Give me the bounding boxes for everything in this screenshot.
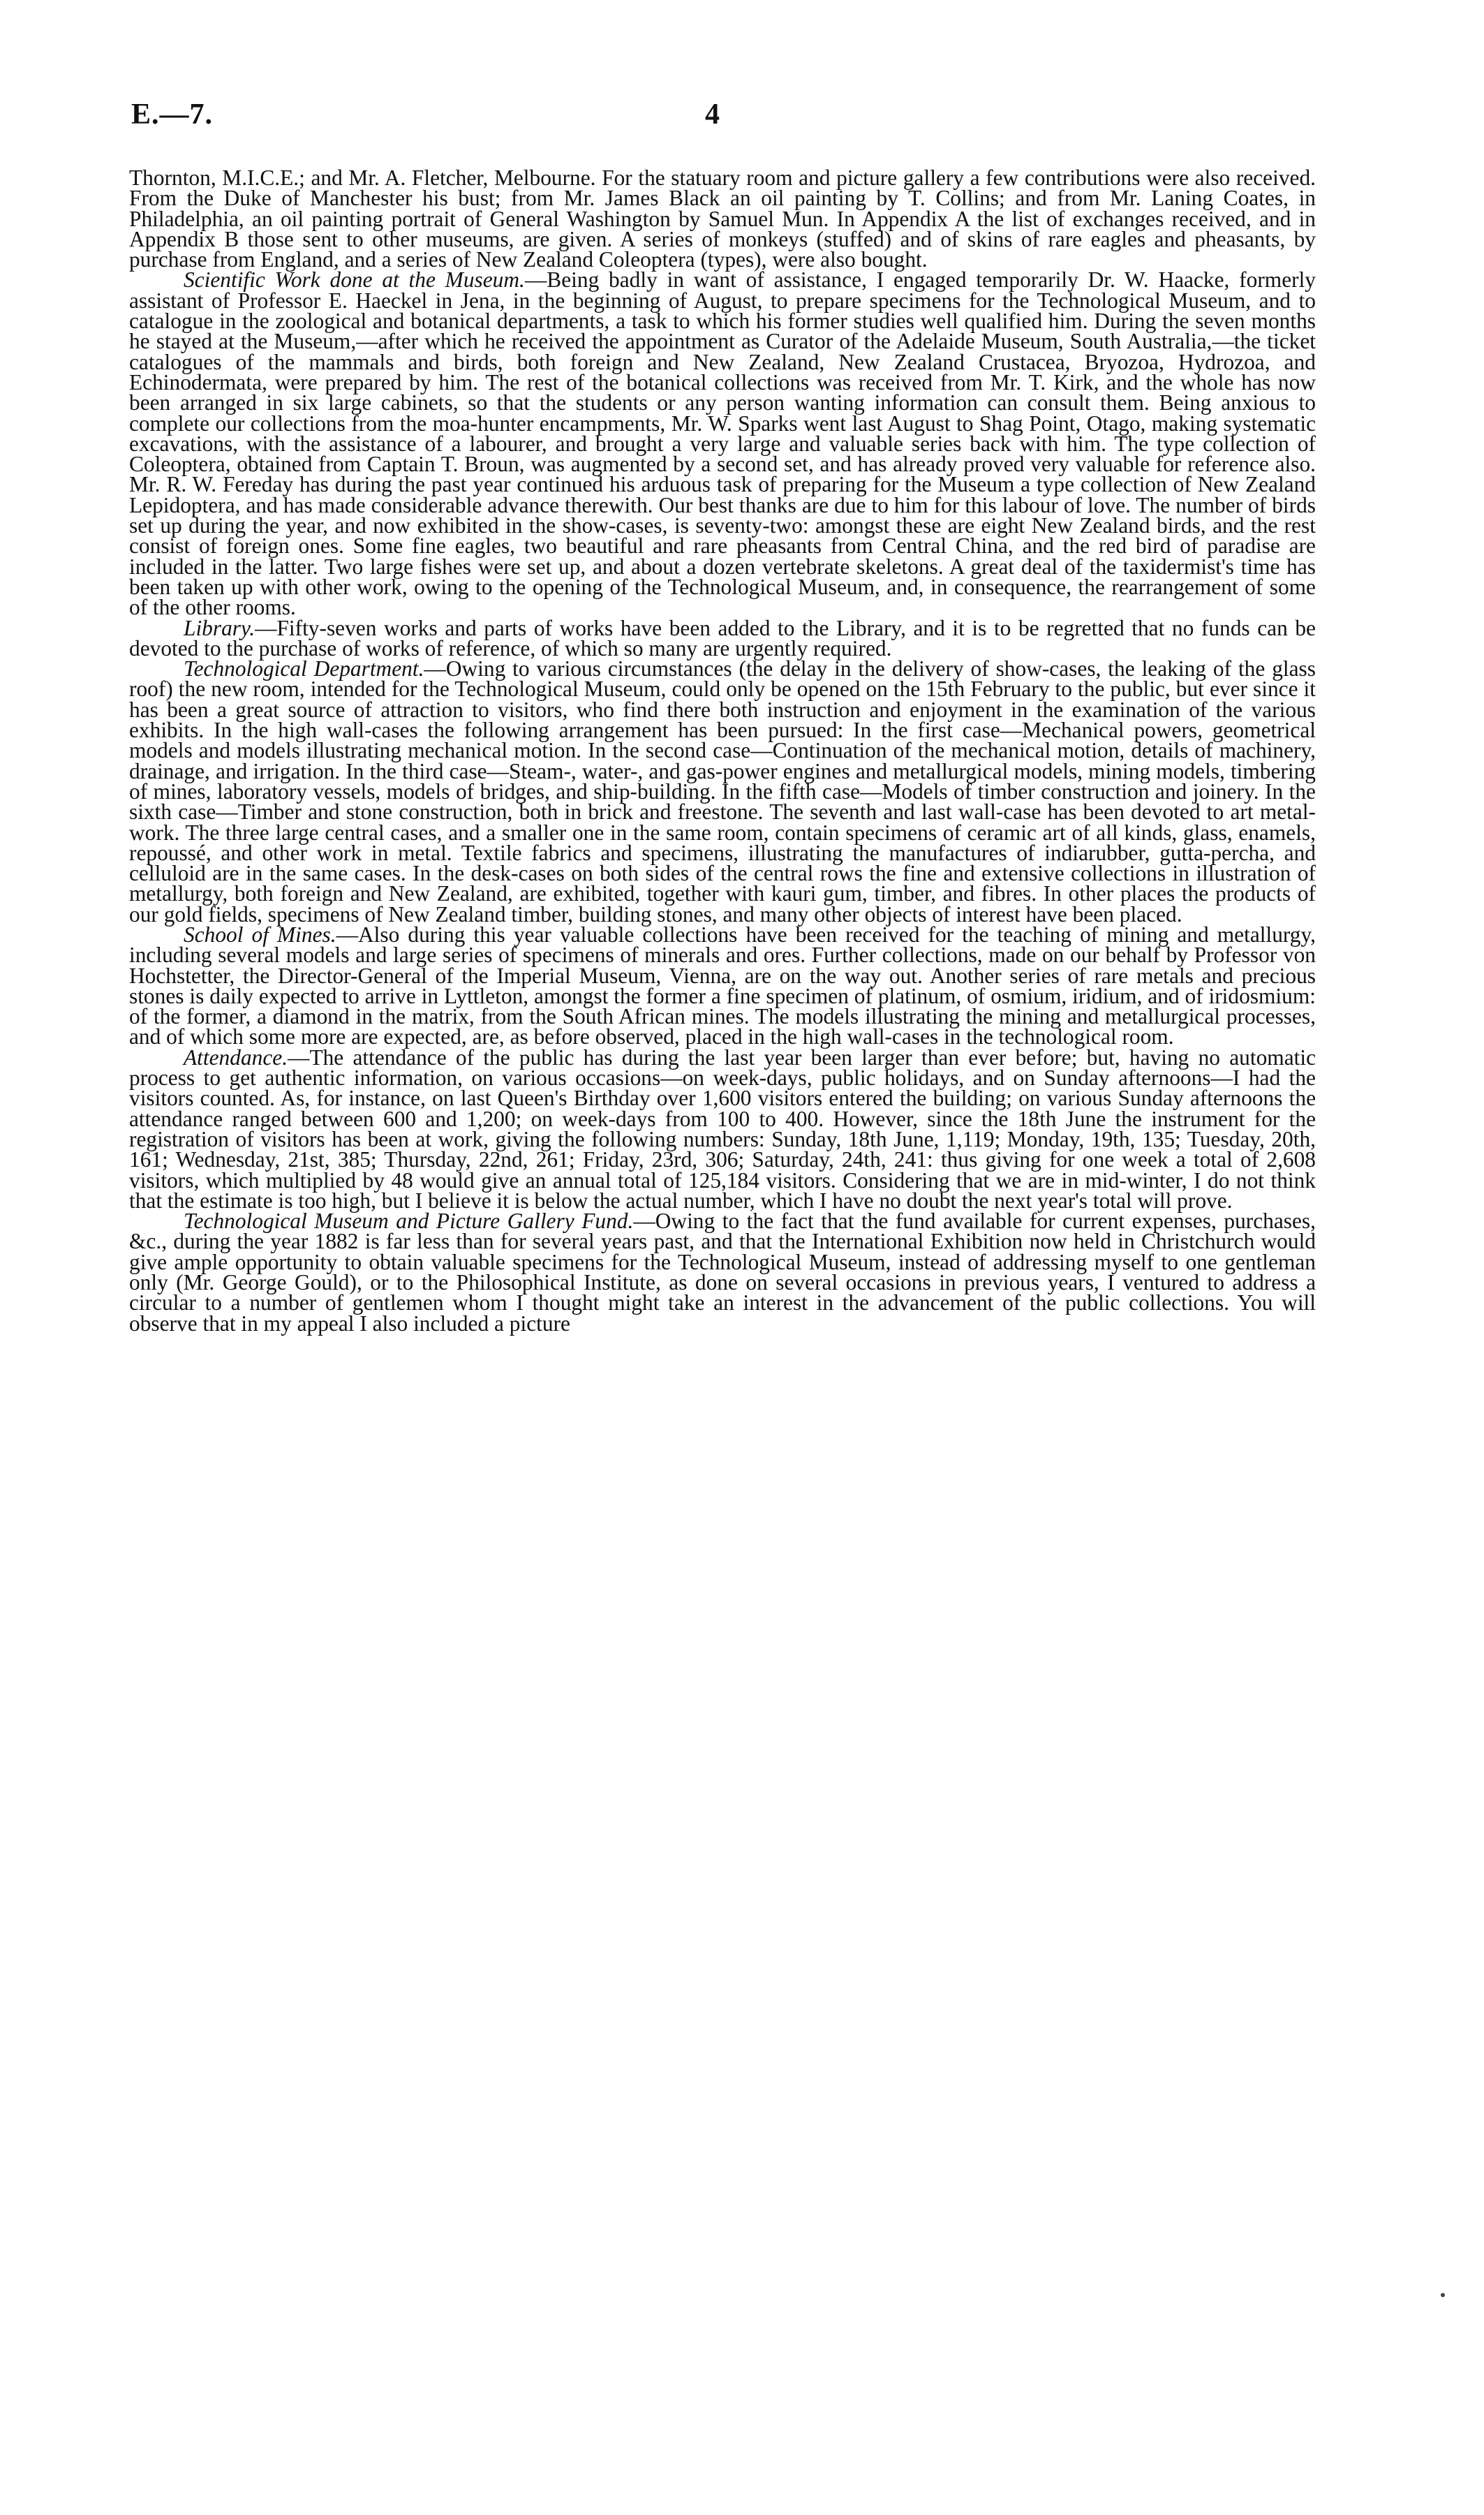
body-text	[129, 165, 1316, 1336]
page-header	[126, 98, 1333, 140]
section-heading: Technological Museum and Picture Gallery Fund.	[184, 1209, 634, 1234]
paragraph-text: Thornton, M.I.C.E.; and Mr. A. Fletcher, Melbourne. For the statuary room and picture gallery a few contributions were also received. From the Duke of Manchester his bust; from Mr. James Black an oil painting by T. Collins; and from Mr. Laning Coates, in Philadelphia, an oil painting portrait of General Washington by Samuel Mun. In Appendix A the list of exchanges received, and in Appendix B those sent to other museums, are given. A series of monkeys (stuffed) and of skins of rare eagles and pheasants, by purchase from England, and a series of New Zealand Coleoptera (types), were also bought.	[129, 165, 1316, 272]
paragraph-attendance	[129, 1047, 1316, 1211]
print-speck	[1441, 2293, 1445, 2297]
document-reference: E.—7.	[131, 98, 214, 131]
paragraph-text: —Being badly in want of assistance, I engaged temporarily Dr. W. Haacke, formerly assistant of Professor E. Haeckel in Jena, in the beginning of August, to prepare specimens for the Technological Museum, and to catalogue in the zoological and botanical departments, a task to which his former studies well qualified him. During the seven months he stayed at the Museum,—after which he received the appointment as Curator of the Adelaide Museum, South Australia,—the ticket catalogues of the mammals and birds, both foreign and New Zealand, New Zealand Crustacea, Bryozoa, Hydrozoa, and Echinodermata, were prepared by him. The rest of the botanical collections was received from Mr. T. Kirk, and the whole has now been arranged in six large cabinets, so that the students or any person wanting information can consult them. Being anxious to complete our collections from the moa-hunter encampments, Mr. W. Sparks went last August to Shag Point, Otago, making systematic excavations, with the assistance of a labourer, and brought a very large and valuable series back with him. The type collection of Coleoptera, obtained from Captain T. Broun, was augmented by a second set, and has already proved very valuable for reference also. Mr. R. W. Fereday has during the past year continued his arduous task of preparing for the Museum a type collection of New Zealand Lepidoptera, and has made considerable advance therewith. Our best thanks are due to him for this labour of love. The number of birds set up during the year, and now exhibited in the show-cases, is seventy-two: amongst these are eight New Zealand birds, and the rest consist of foreign ones. Some fine eagles, two beautiful and rare pheasants from Central China, and the red bird of paradise are included in the latter. Two large fishes were set up, and about a dozen vertebrate skeletons. A great deal of the taxidermist's time has been taken up with other work, owing to the opening of the Technological Museum, and, in consequence, the rearrangement of some of the other rooms.	[129, 267, 1316, 620]
paragraph-continuation	[129, 165, 1316, 272]
paragraph-text: —Owing to the fact that the fund available for current expenses, purchases, &c., during the year 1882 is far less than for several years past, and that the International Exhibition now held in Christchurch would give ample opportunity to obtain valuable specimens for the Technological Museum, instead of addressing myself to one gentleman only (Mr. George Gould), or to the Philosophical Institute, as done on several occasions in previous years, I ventured to address a circular to a number of gentlemen whom I thought might take an interest in the advancement of the public collections. You will observe that in my appeal I also included a picture	[129, 1209, 1316, 1336]
paragraph-scientific-work	[129, 267, 1316, 620]
section-heading: Technological Department.	[184, 656, 424, 681]
section-heading: Scientific Work done at the Museum.	[184, 267, 525, 293]
paragraph-library	[129, 615, 1316, 661]
section-heading: School of Mines.	[184, 922, 336, 947]
paragraph-text: —Fifty-seven works and parts of works have been added to the Library, and it is to be regretted that no funds can be devoted to the purchase of works of reference, of which so many are urgently required.	[129, 615, 1316, 661]
section-heading: Attendance.	[184, 1045, 288, 1070]
paragraph-school-of-mines	[129, 924, 1316, 1047]
section-heading: Library.	[184, 615, 255, 640]
paragraph-museum-fund	[129, 1211, 1316, 1334]
paragraph-text: —Also during this year valuable collections have been received for the teaching of mining and metallurgy, including several models and large series of specimens of minerals and ores. Further collections, made on our behalf by Professor von Hochstetter, the Director-General of the Imperial Museum, Vienna, are on the way out. Another series of rare metals and precious stones is daily expected to arrive in Lyttleton, amongst the former a fine specimen of platinum, of osmium, iridium, and of iridosmium: of the former, a diamond in the matrix, from the South African mines. The models illustrating the mining and metallurgical processes, and of which some more are expected, are, as before observed, placed in the high wall-cases in the technological room.	[129, 922, 1316, 1049]
paragraph-technological-department	[129, 656, 1316, 927]
page-number: 4	[705, 98, 720, 131]
paragraph-text: —The attendance of the public has during the last year been larger than ever before; but, having no automatic process to get authentic information, on various occasions—on week-days, public holidays, and on Sunday afternoons—I had the visitors counted. As, for instance, on last Queen's Birthday over 1,600 visitors entered the building; on various Sunday afternoons the attendance ranged between 600 and 1,200; on week-days from 100 to 400. However, since the 18th June the instrument for the registration of visitors has been at work, giving the following numbers: Sunday, 18th June, 1,119; Monday, 19th, 135; Tuesday, 20th, 161; Wednesday, 21st, 385; Thursday, 22nd, 261; Friday, 23rd, 306; Saturday, 24th, 241: thus giving for one week a total of 2,608 visitors, which multiplied by 48 would give an annual total of 125,184 visitors. Considering that we are in mid-winter, I do not think that the estimate is too high, but I believe it is below the actual number, which I have no doubt the next year's total will prove.	[129, 1045, 1316, 1213]
paragraph-text: —Owing to various circumstances (the delay in the delivery of show-cases, the leaking of the glass roof) the new room, intended for the Technological Museum, could only be opened on the 15th February to the public, but ever since it has been a great source of attraction to visitors, who find there both instruction and enjoyment in the examination of the various exhibits. In the high wall-cases the following arrangement has been pursued: In the first case—Mechanical powers, geometrical models and models illustrating mechanical motion. In the second case—Continuation of the mechanical motion, details of machinery, drainage, and irrigation. In the third case—Steam-, water-, and gas-power engines and metallurgical models, mining models, timbering of mines, laboratory vessels, models of bridges, and ship-building. In the fifth case—Models of timber construction and joinery. In the sixth case—Timber and stone construction, both in brick and freestone. The seventh and last wall-case has been devoted to art metal-work. The three large central cases, and a smaller one in the same room, contain specimens of ceramic art of all kinds, glass, enamels, repoussé, and other work in metal. Textile fabrics and specimens, illustrating the manufactures of indiarubber, gutta-percha, and celluloid are in the same cases. In the desk-cases on both sides of the central rows the fine and extensive collections in illustration of metallurgy, both foreign and New Zealand, are exhibited, together with kauri gum, timber, and fibres. In other places the products of our gold fields, specimens of New Zealand timber, building stones, and many other objects of interest have been placed.	[129, 656, 1316, 927]
